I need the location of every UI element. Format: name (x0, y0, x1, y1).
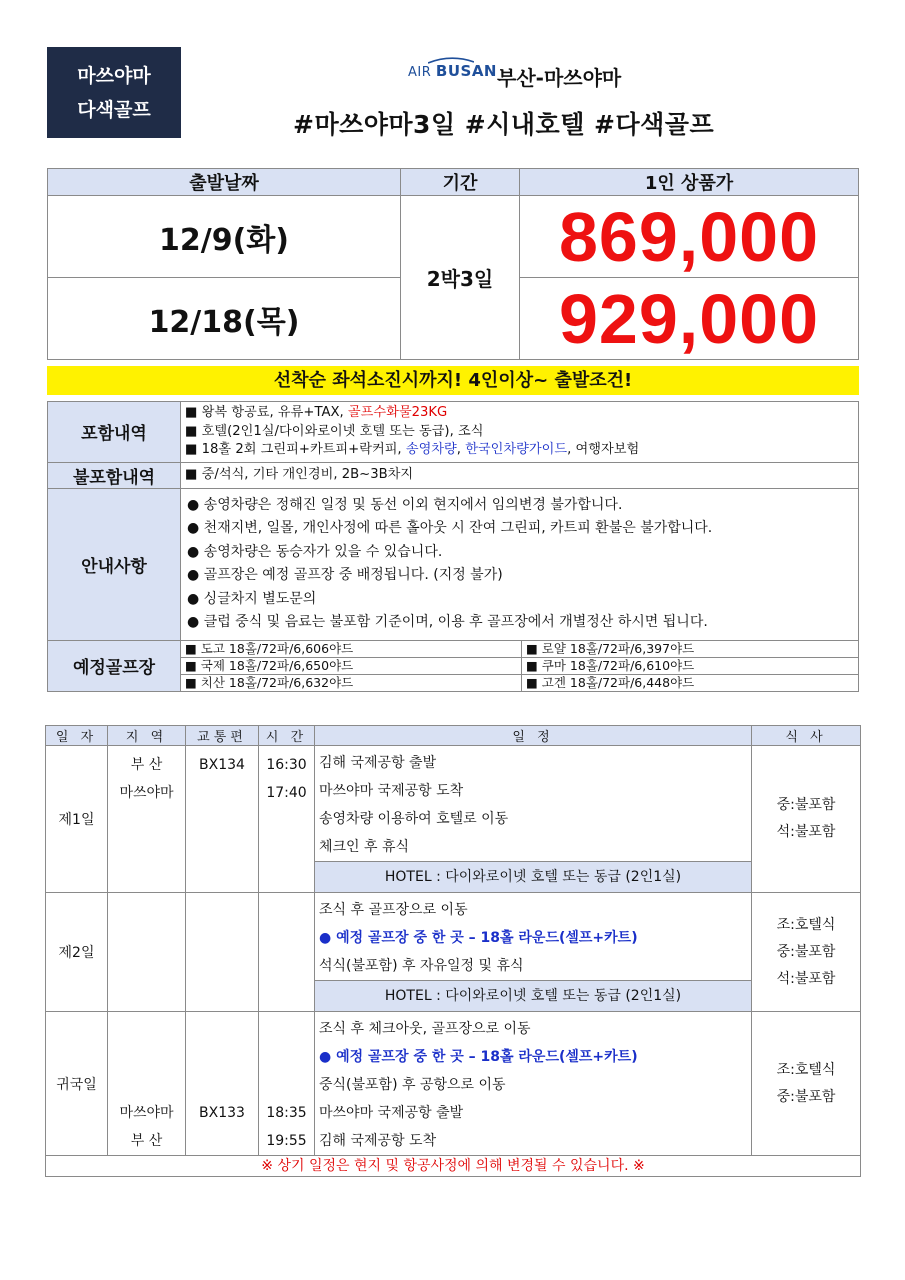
table-row (46, 1012, 861, 1156)
time: 16:30 (266, 757, 307, 773)
region: 부 산 (130, 757, 163, 773)
golf-course: ■ 로얄 18홀/72파/6,397야드 (522, 640, 859, 657)
meal: 조:호텔식 (776, 916, 836, 933)
guide-item: ● 골프장은 예정 골프장 중 배정됩니다. (지정 불가) (187, 567, 503, 583)
schedule-item: 김해 국제공항 도착 (319, 1133, 437, 1149)
time: 18:35 (266, 1105, 307, 1121)
hashtags: #마쓰야마3일 #시내호텔 #다색골프 (293, 110, 715, 139)
included-item: ■ 왕복 항공료, 유류+TAX, 골프수화물23KG (185, 405, 448, 420)
transport-cell (186, 893, 259, 1012)
schedule-item: ● 예정 골프장 중 한 곳 – 18홀 라운드(셀프+카트) (319, 930, 638, 946)
guide-item: ● 송영차량은 동승자가 있을 수 있습니다. (187, 543, 443, 560)
schedule-item: 체크인 후 휴식 (319, 839, 410, 855)
meal: 석:불포함 (776, 970, 836, 987)
included-label: 포함내역 (48, 402, 181, 463)
itinerary-footnote: ※ 상기 일정은 현지 및 항공사정에 의해 변경될 수 있습니다. ※ (46, 1156, 861, 1177)
time-cell (259, 893, 315, 1012)
schedule-item: 중식(불포함) 후 공항으로 이동 (319, 1077, 506, 1093)
col-time: 시 간 (259, 726, 315, 746)
badge-line-1: 마쓰야마 (77, 65, 151, 87)
schedule-item: 석식(불포함) 후 자유일정 및 휴식 (319, 958, 524, 974)
airline-logo (408, 62, 497, 80)
guide-label: 안내사항 (48, 488, 181, 640)
schedule-item: ● 예정 골프장 중 한 곳 – 18홀 라운드(셀프+카트) (319, 1049, 638, 1065)
schedule-cell (315, 1012, 752, 1156)
schedule-cell (315, 893, 752, 1012)
header-departure-date: 출발날짜 (48, 169, 401, 196)
transport-cell (186, 746, 259, 893)
schedule-item: 마쓰야마 국제공항 출발 (319, 1105, 464, 1121)
meal: 중:불포함 (776, 943, 836, 960)
region-cell (108, 893, 186, 1012)
meal-cell (752, 746, 861, 893)
guide-item: ● 클럽 중식 및 음료는 불포함 기준이며, 이용 후 골프장에서 개별정산 하시면 됩니다. (187, 614, 708, 630)
golf-course: ■ 쿠마 18홀/72파/6,610야드 (522, 657, 859, 674)
table-row (46, 746, 861, 893)
badge-line-2: 다색골프 (77, 99, 151, 121)
meal: 조:호텔식 (776, 1061, 836, 1078)
guide-item: ● 천재지변, 일몰, 개인사정에 따른 홀아웃 시 잔여 그린피, 카트피 환불은 불가합니다. (187, 520, 713, 536)
table-row (46, 893, 861, 1012)
price-1: 869,000 (520, 196, 859, 278)
golf-course: ■ 치산 18홀/72파/6,632야드 (181, 674, 522, 691)
region: 부 산 (130, 1133, 163, 1149)
region: 마쓰야마 (119, 785, 174, 801)
col-meal: 식 사 (752, 726, 861, 746)
included-item: ■ 18홀 2회 그린피+카트피+락커피, 송영차량, 한국인차량가이드, 여행자보험 (185, 442, 640, 457)
guide-item: ● 싱글차지 별도문의 (187, 590, 317, 607)
departure-date-1: 12/9(화) (48, 196, 401, 278)
excluded-label: 불포함내역 (48, 462, 181, 488)
time-cell (259, 1012, 315, 1156)
meal: 석:불포함 (776, 824, 836, 840)
time: 17:40 (266, 785, 307, 801)
meal-cell (752, 893, 861, 1012)
region: 마쓰야마 (119, 1105, 174, 1121)
col-schedule: 일 정 (315, 726, 752, 746)
day-label: 제1일 (46, 746, 108, 893)
route-title: 부산-마쓰야마 (497, 66, 622, 90)
price-2: 929,000 (520, 278, 859, 360)
day-label: 귀국일 (46, 1012, 108, 1156)
flight-number: BX134 (199, 757, 245, 773)
departure-date-2: 12/18(목) (48, 278, 401, 360)
excluded-list: ■ 중/석식, 기타 개인경비, 2B~3B차지 (181, 462, 859, 488)
time-cell (259, 746, 315, 893)
golf-label: 예정골프장 (48, 640, 181, 691)
airline-logo-name: BUSAN (435, 62, 497, 80)
flight-number: BX133 (199, 1105, 245, 1121)
col-transport: 교통편 (186, 726, 259, 746)
guide-item: ● 송영차량은 정해진 일정 및 동선 이외 현지에서 임의변경 불가합니다. (187, 496, 623, 513)
schedule-item: 송영차량 이용하여 호텔로 이동 (319, 811, 509, 827)
day-label: 제2일 (46, 893, 108, 1012)
golf-course: ■ 도고 18홀/72파/6,606야드 (181, 640, 522, 657)
duration: 2박3일 (401, 196, 520, 360)
guide-list (181, 488, 859, 640)
col-date: 일 자 (46, 726, 108, 746)
notice-banner: 선착순 좌석소진시까지! 4인이상~ 출발조건! (47, 366, 859, 395)
title-badge (47, 47, 181, 138)
schedule-item: 김해 국제공항 출발 (319, 755, 437, 771)
info-table (47, 401, 859, 692)
col-region: 지 역 (108, 726, 186, 746)
hotel-info: HOTEL : 다이와로이넷 호텔 또는 동급 (2인1실) (315, 980, 751, 1011)
time: 19:55 (266, 1133, 307, 1149)
schedule-item: 조식 후 체크아웃, 골프장으로 이동 (319, 1021, 531, 1037)
meal: 중:불포함 (776, 1088, 836, 1105)
golf-course: ■ 국제 18홀/72파/6,650야드 (181, 657, 522, 674)
golf-course: ■ 고겐 18홀/72파/6,448야드 (522, 674, 859, 691)
transport-cell (186, 1012, 259, 1156)
price-table (47, 168, 859, 360)
schedule-item: 마쓰야마 국제공항 도착 (319, 783, 464, 799)
schedule-cell (315, 746, 752, 893)
hotel-info: HOTEL : 다이와로이넷 호텔 또는 동급 (2인1실) (315, 861, 751, 892)
meal-cell (752, 1012, 861, 1156)
meal: 중:불포함 (776, 797, 836, 813)
header-price: 1인 상품가 (520, 169, 859, 196)
region-cell (108, 746, 186, 893)
included-item: ■ 호텔(2인1실/다이와로이넷 호텔 또는 동급), 조식 (185, 423, 484, 439)
included-list (181, 402, 859, 463)
region-cell (108, 1012, 186, 1156)
schedule-item: 조식 후 골프장으로 이동 (319, 902, 468, 918)
airline-logo-prefix: AIR (408, 65, 432, 80)
itinerary-table (45, 725, 861, 1177)
header-duration: 기간 (401, 169, 520, 196)
